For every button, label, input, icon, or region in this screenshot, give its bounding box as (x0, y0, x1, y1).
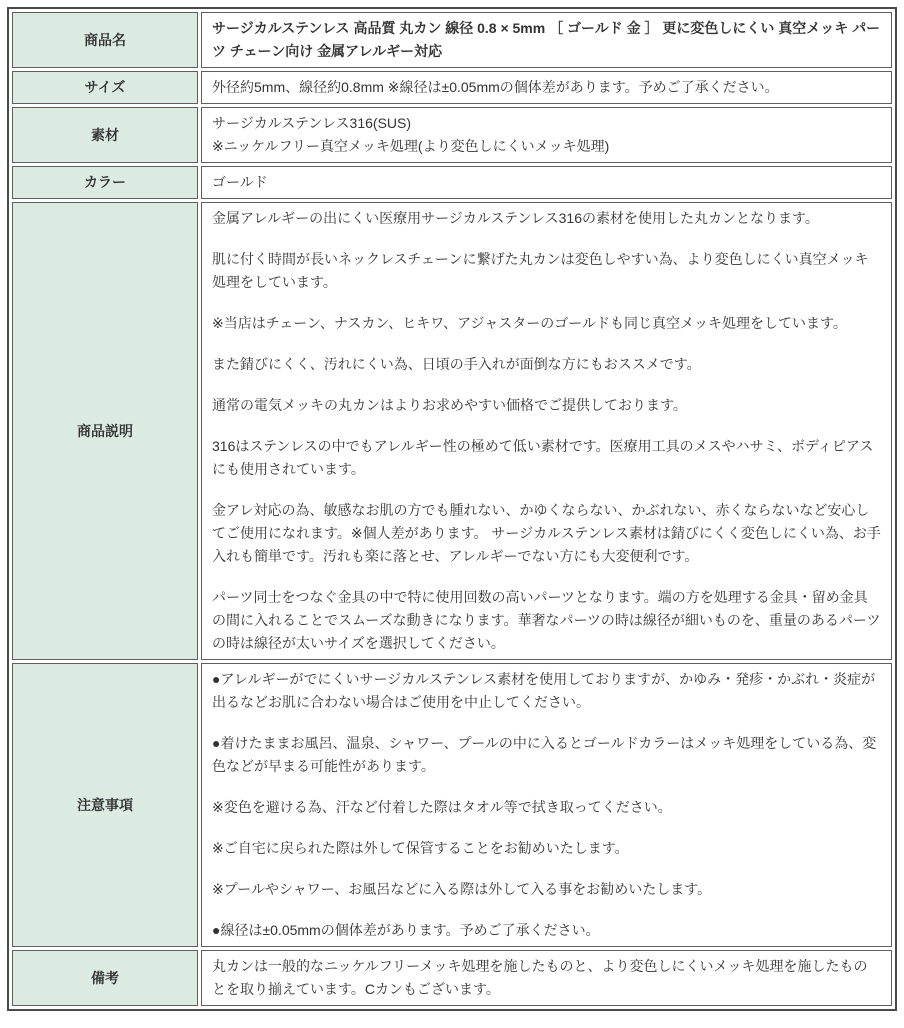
description-paragraph: ※当店はチェーン、ナスカン、ヒキワ、アジャスターのゴールドも同じ真空メッキ処理をしています。 (212, 315, 847, 331)
row-value-cautions (201, 663, 892, 947)
row-value-color (201, 166, 892, 199)
row-label-material: 素材 (12, 107, 198, 163)
product-spec-table (7, 7, 897, 1011)
color-text: ゴールド (212, 174, 268, 190)
table-row (12, 166, 892, 199)
row-value-product-name (201, 12, 892, 68)
description-paragraph: パーツ同士をつなぐ金具の中で特に使用回数の高いパーツとなります。端の方を処理する金具・留め金具の間に入れることでスムーズな動きになります。華奢なパーツの時は線径が細いものを、重量のあるパーツの時は線径が太いサイズを選択してください。 (212, 589, 881, 651)
caution-paragraph: ●線径は±0.05mmの個体差があります。予めご了承ください。 (212, 922, 600, 938)
row-value-description (201, 202, 892, 660)
material-line: ※ニッケルフリー真空メッキ処理(より変色しにくいメッキ処理) (212, 138, 610, 154)
description-paragraph: 金属アレルギーの出にくい医療用サージカルステンレス316の素材を使用した丸カンとなります。 (212, 210, 819, 226)
row-value-remarks (201, 950, 892, 1006)
caution-paragraph: ※ご自宅に戻られた際は外して保管することをお勧めいたします。 (212, 840, 629, 856)
description-paragraph: また錆びにくく、汚れにくい為、日頃の手入れが面倒な方にもおススメです。 (212, 356, 701, 372)
caution-paragraph: ●アレルギーがでにくいサージカルステンレス素材を使用しておりますが、かゆみ・発疹・かぶれ・炎症が出るなどお肌に合わない場合はご使用を中止してください。 (212, 671, 876, 710)
table-row (12, 663, 892, 947)
row-label-cautions: 注意事項 (12, 663, 198, 947)
table-row (12, 950, 892, 1006)
product-name-text: サージカルステンレス 高品質 丸カン 線径 0.8 × 5mm ［ ゴールド 金 ］ 更に変色しにくい 真空メッキ パーツ チェーン向け 金属アレルギー対応 (212, 20, 881, 59)
caution-paragraph: ●着けたままお風呂、温泉、シャワー、プールの中に入るとゴールドカラーはメッキ処理をしている為、変色などが早まる可能性があります。 (212, 735, 877, 774)
table-row (12, 202, 892, 660)
description-paragraph: 316はステンレスの中でもアレルギー性の極めて低い素材です。医療用工具のメスやハサミ、ボディピアスにも使用されています。 (212, 438, 874, 477)
description-paragraph: 通常の電気メッキの丸カンはよりお求めやすい価格でご提供しております。 (212, 397, 687, 413)
row-label-color: カラー (12, 166, 198, 199)
row-label-product-name: 商品名 (12, 12, 198, 68)
size-text: 外径約5mm、線径約0.8mm ※線径は±0.05mmの個体差があります。予めご了承ください。 (212, 79, 779, 95)
caution-paragraph: ※プールやシャワー、お風呂などに入る際は外して入る事をお勧めいたします。 (212, 881, 712, 897)
material-line: サージカルステンレス316(SUS) (212, 115, 412, 131)
caution-paragraph: ※変色を避ける為、汗など付着した際はタオル等で拭き取ってください。 (212, 799, 672, 815)
row-label-description: 商品説明 (12, 202, 198, 660)
row-label-size: サイズ (12, 71, 198, 104)
row-value-size (201, 71, 892, 104)
table-row (12, 107, 892, 163)
description-paragraph: 金アレ対応の為、敏感なお肌の方でも腫れない、かゆくならない、かぶれない、赤くならないなど安心してご使用になれます。※個人差があります。 サージカルステンレス素材は錆びにくく変色しにくい為、お手入れも簡単です。汚れも楽に落とせ、アレルギーでない方にも大変便利です。 (212, 502, 881, 564)
row-value-material (201, 107, 892, 163)
remarks-text: 丸カンは一般的なニッケルフリーメッキ処理を施したものと、より変色しにくいメッキ処理を施したものとを取り揃えています。Cカンもございます。 (212, 958, 868, 997)
table-row (12, 12, 892, 68)
table-row (12, 71, 892, 104)
row-label-remarks: 備考 (12, 950, 198, 1006)
description-paragraph: 肌に付く時間が長いネックレスチェーンに繋げた丸カンは変色しやすい為、より変色しにくい真空メッキ処理をしています。 (212, 251, 869, 290)
